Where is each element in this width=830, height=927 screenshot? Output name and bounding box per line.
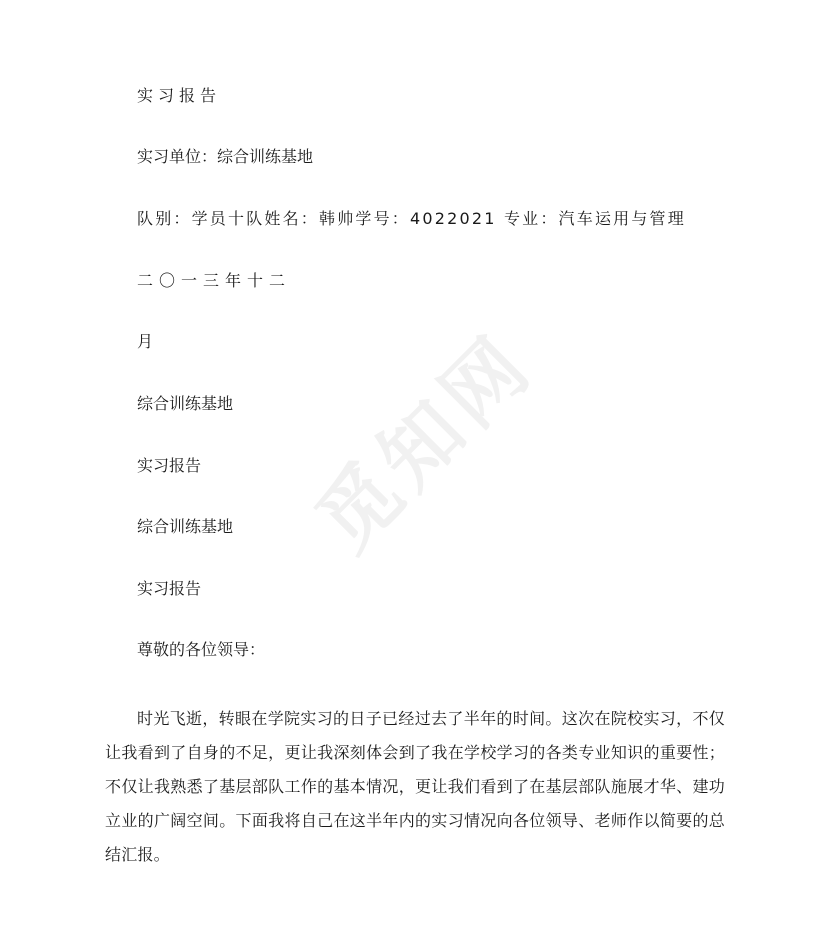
report-heading: 实习报告 [137, 456, 202, 475]
internship-unit-line: 实习单位：综合训练基地 [137, 147, 314, 166]
month-line: 月 [137, 332, 154, 351]
training-base-heading: 综合训练基地 [137, 394, 234, 413]
date-line: 二〇一三年十二 [137, 271, 292, 290]
watermark: 觅知网 [298, 316, 552, 569]
report-heading-repeat: 实习报告 [137, 579, 202, 598]
document-title: 实习报告 [137, 86, 222, 105]
training-base-heading-repeat: 综合训练基地 [137, 517, 234, 536]
salutation: 尊敬的各位领导： [137, 640, 266, 659]
student-info-line: 队别：学员十队姓名：韩帅学号：4022021 专业：汽车运用与管理 [137, 209, 686, 228]
body-paragraph: 时光飞逝，转眼在学院实习的日子已经过去了半年的时间。这次在院校实习，不仅让我看到了自身的不足，更让我深刻体会到了我在学校学习的各类专业知识的重要性；不仅让我熟悉了基层部队工作的基本情况，更让我们看到了在基层部队施展才华、建功立业的广阔空间。下面我将自己在这半年内的实习情况向各位领导、老师作以简要的总结汇报。 [105, 709, 725, 864]
